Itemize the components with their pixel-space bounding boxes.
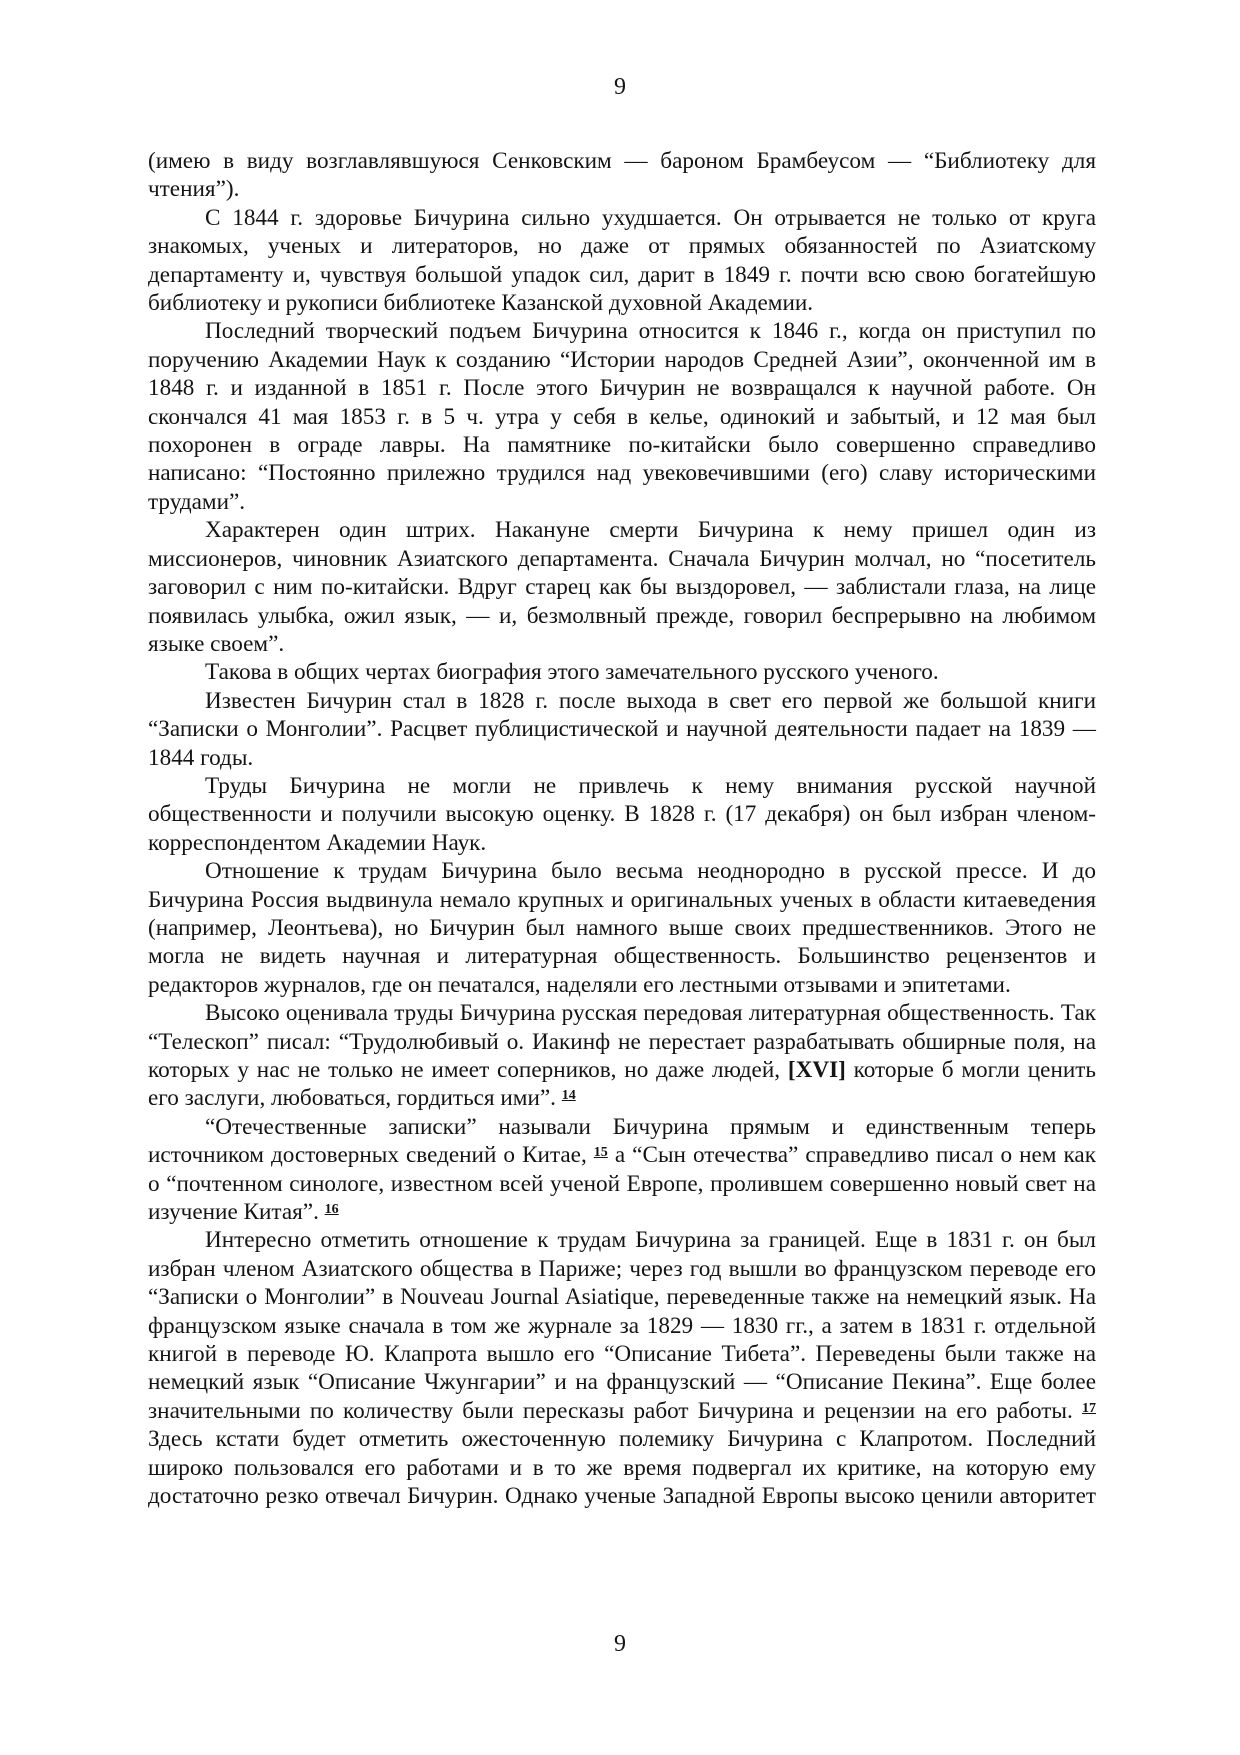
paragraph-7: Труды Бичурина не могли не привлечь к нему внимания русской научной общественности и получили высокую оценку. В 1828 г. (17 декабря) он был избран членом-корреспондентом Академии Наук. — [148, 772, 1096, 856]
page-number-bottom: 9 — [614, 1631, 626, 1657]
paragraph-9-text-a: Высоко оценивала труды Бичурина русская передовая литературная общественность. Так “Телескоп” писал: “Трудолюбивый о. Иакинф не перестает разрабатывать обширные поля, на которых у нас не только не имеет соперников, но даже людей, — [148, 1000, 1096, 1083]
paragraph-10-text-b: а “Сын отечества” справедливо писал о нем как о “почтенном синологе, известном всей ученой Европе, пролившем совершенно новый свет на изучение Китая”. — [148, 1142, 1096, 1226]
paragraph-2: С 1844 г. здоровье Бичурина сильно ухудшается. Он отрывается не только от круга знакомых, ученых и литераторов, но даже от прямых обязанностей по Азиатскому департаменту и, чувствуя большой упадок сил, дарит в 1849 г. почти всю свою богатейшую библиотеку и рукописи библиотеке Казанской духовной Академии. — [148, 204, 1096, 317]
body-text — [148, 147, 1096, 1511]
footnote-link-15[interactable]: 15 — [593, 1145, 608, 1161]
paragraph-6: Известен Бичурин стал в 1828 г. после выхода в свет его первой же большой книги “Записки о Монголии”. Расцвет публицистической и научной деятельности падает на 1839 — 1844 годы. — [148, 687, 1096, 771]
paragraph-11-text-a: Интересно отметить отношение к трудам Бичурина за границей. Еще в 1831 г. он был избран членом Азиатского общества в Париже; через год вышли во французском переводе его “Записки о Монголии” в Nouveau Journal Asiatique, переведенные также на немецкий язык. На французском языке сначала в том же журнале за 1829 — 1830 гг., а затем в 1831 г. отдельной книгой в переводе Ю. Клапрота вышло его “Описание Тибета”. Переведены были также на немецкий язык “Описание Чжунгарии” и на французский — “Описание Пекина”. Еще более значительными по количеству были пересказы работ Бичурина и рецензии на его работы. — [148, 1227, 1096, 1424]
page-marker: [XVI] — [787, 1057, 846, 1083]
paragraph-9 — [148, 999, 1096, 1113]
paragraph-10 — [148, 1113, 1096, 1227]
paragraph-3: Последний творческий подъем Бичурина относится к 1846 г., когда он приступил по поручению Академии Наук к созданию “Истории народов Средней Азии”, оконченной им в 1848 г. и изданной в 1851 г. После этого Бичурин не возвращался к научной работе. Он скончался 41 мая 1853 г. в 5 ч. утра у себя в келье, одинокий и забытый, и 12 мая был похоронен в ограде лавры. На памятнике по-китайски было совершенно справедливо написано: “Постоянно прилежно трудился над увековечившими (его) славу историческими трудами”. — [148, 318, 1096, 515]
footnote-link-14[interactable]: 14 — [561, 1088, 576, 1104]
paragraph-1: (имею в виду возглавлявшуюся Сенковским — бароном Брамбеусом — “Библиотеку для чтения”). — [148, 148, 1096, 203]
paragraph-9-text-b: которые б могли ценить его заслуги, любоваться, гордиться ими”. — [148, 1057, 1096, 1112]
page-number-top: 9 — [614, 74, 626, 100]
footnote-link-17[interactable]: 17 — [1082, 1400, 1096, 1416]
paragraph-8: Отношение к трудам Бичурина было весьма неоднородно в русской прессе. И до Бичурина Россия выдвинула немало крупных и оригинальных ученых в области китаеведения (например, Леонтьева), но Бичурин был намного выше своих предшественников. Этого не могла не видеть научная и литературная общественность. Большинство рецензентов и редакторов журналов, где он печатался, наделяли его лестными отзывами и эпитетами. — [148, 858, 1096, 998]
paragraph-11 — [148, 1226, 1096, 1510]
footnote-link-16[interactable]: 16 — [324, 1202, 339, 1218]
paragraph-4: Характерен один штрих. Накануне смерти Бичурина к нему пришел один из миссионеров, чиновник Азиатского департамента. Сначала Бичурин молчал, но “посетитель заговорил с ним по-китайски. Вдруг старец как бы выздоровел, — заблистали глаза, на лице появилась улыбка, ожил язык, — и, безмолвный прежде, говорил беспрерывно на любимом языке своем”. — [148, 517, 1096, 657]
paragraph-5: Такова в общих чертах биография этого замечательного русского ученого. — [205, 659, 939, 686]
paragraph-10-text-a: “Отечественные записки” называли Бичурина прямым и единственным теперь источником достоверных сведений о Китае, — [148, 1113, 1096, 1169]
paragraph-11-text-b: Здесь кстати будет отметить ожесточенную полемику Бичурина с Клапротом. Последний широко пользовался его работами и в то же время подвергал их критике, на которую ему достаточно резко отвечал Бичурин. Однако ученые Западной Европы высоко ценили авторитет — [148, 1426, 1096, 1510]
